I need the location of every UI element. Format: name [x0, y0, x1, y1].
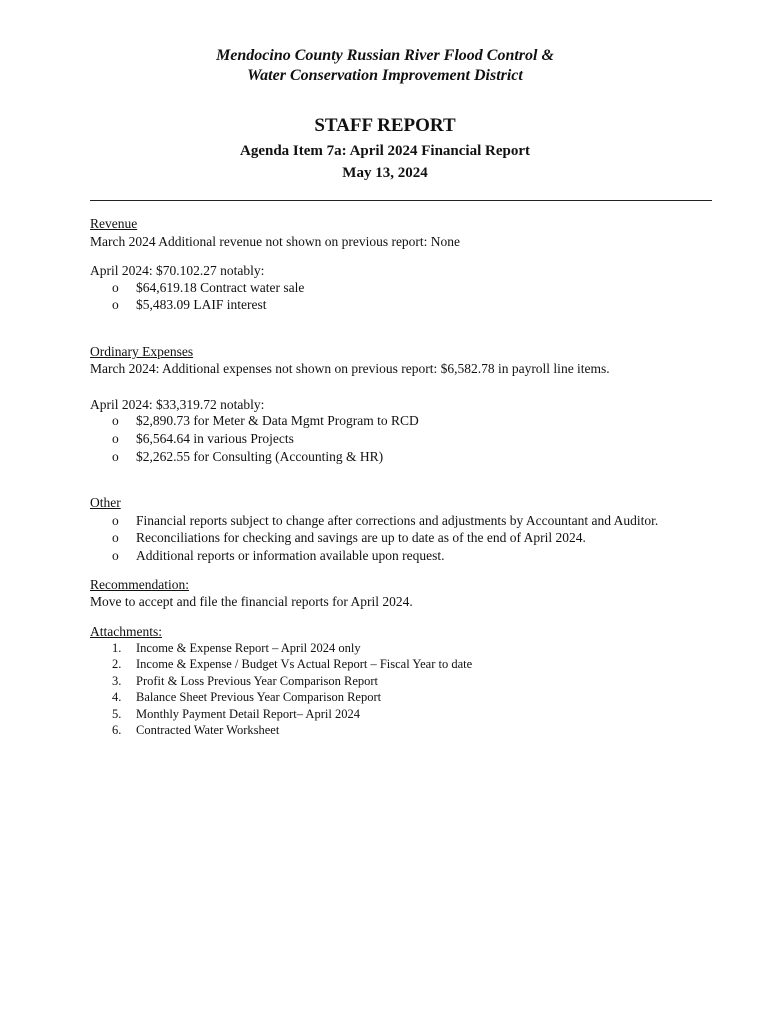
attachment-item [112, 689, 381, 705]
bullet-marker: o [112, 513, 119, 528]
expenses-march-line: March 2024: Additional expenses not shown on previous report: $6,582.78 in payroll line items. [90, 361, 610, 376]
other-item [112, 547, 445, 564]
expense-item-text: $2,262.55 for Consulting (Accounting & HR) [136, 449, 384, 464]
attachment-number: 3. [112, 674, 122, 688]
attachment-item [112, 706, 360, 722]
organization-title-line-2: Water Conservation Improvement District [247, 67, 523, 84]
expense-item-text: $2,890.73 for Meter & Data Mgmt Program to RCD [136, 413, 419, 428]
attachment-text: Monthly Payment Detail Report– April 2024 [136, 707, 360, 721]
other-item-text: Reconciliations for checking and savings are up to date as of the end of April 2024. [136, 530, 586, 545]
report-date: May 13, 2024 [342, 165, 428, 181]
bullet-marker: o [112, 548, 119, 563]
attachment-text: Income & Expense Report – April 2024 only [136, 641, 361, 655]
attachment-number: 2. [112, 657, 122, 671]
revenue-heading: Revenue [90, 216, 138, 231]
attachment-number: 4. [112, 690, 122, 704]
attachment-text: Income & Expense / Budget Vs Actual Report – Fiscal Year to date [136, 657, 473, 671]
attachment-text: Balance Sheet Previous Year Comparison Report [136, 690, 382, 704]
attachment-text: Contracted Water Worksheet [136, 723, 280, 737]
revenue-item-text: $5,483.09 LAIF interest [136, 297, 267, 312]
agenda-item-title: Agenda Item 7a: April 2024 Financial Report [240, 143, 530, 159]
bullet-marker: o [112, 297, 119, 312]
attachments-heading: Attachments: [90, 624, 162, 639]
revenue-item [112, 296, 267, 313]
attachment-number: 6. [112, 723, 122, 737]
attachment-number: 5. [112, 707, 122, 721]
bullet-marker: o [112, 280, 119, 295]
attachment-item [112, 673, 378, 689]
other-item-text: Additional reports or information available upon request. [136, 548, 445, 563]
revenue-item [112, 279, 304, 296]
expense-item [112, 448, 383, 465]
other-item [112, 512, 658, 529]
recommendation-text: Move to accept and file the financial reports for April 2024. [90, 594, 413, 609]
attachment-text: Profit & Loss Previous Year Comparison Report [136, 674, 379, 688]
organization-title-line-1: Mendocino County Russian River Flood Control & [216, 47, 554, 64]
header-divider [90, 200, 712, 201]
bullet-marker: o [112, 530, 119, 545]
expense-item-text: $6,564.64 in various Projects [136, 431, 294, 446]
revenue-march-line: March 2024 Additional revenue not shown on previous report: None [90, 234, 461, 249]
attachment-item [112, 640, 361, 656]
expenses-april-line: April 2024: $33,319.72 notably: [90, 397, 265, 412]
other-heading: Other [90, 495, 121, 510]
organization-title [0, 46, 770, 86]
expense-item [112, 430, 294, 447]
bullet-marker: o [112, 413, 119, 428]
attachment-item [112, 722, 279, 738]
revenue-item-text: $64,619.18 Contract water sale [136, 280, 305, 295]
expense-item [112, 412, 419, 429]
report-title: STAFF REPORT [314, 115, 456, 136]
other-item [112, 529, 586, 546]
recommendation-heading: Recommendation: [90, 577, 189, 592]
expenses-heading: Ordinary Expenses [90, 344, 194, 359]
attachment-item [112, 656, 472, 672]
revenue-april-line: April 2024: $70.102.27 notably: [90, 263, 265, 278]
bullet-marker: o [112, 431, 119, 446]
bullet-marker: o [112, 449, 119, 464]
attachment-number: 1. [112, 641, 122, 655]
other-item-text: Financial reports subject to change after corrections and adjustments by Accountant and Auditor. [136, 513, 659, 528]
